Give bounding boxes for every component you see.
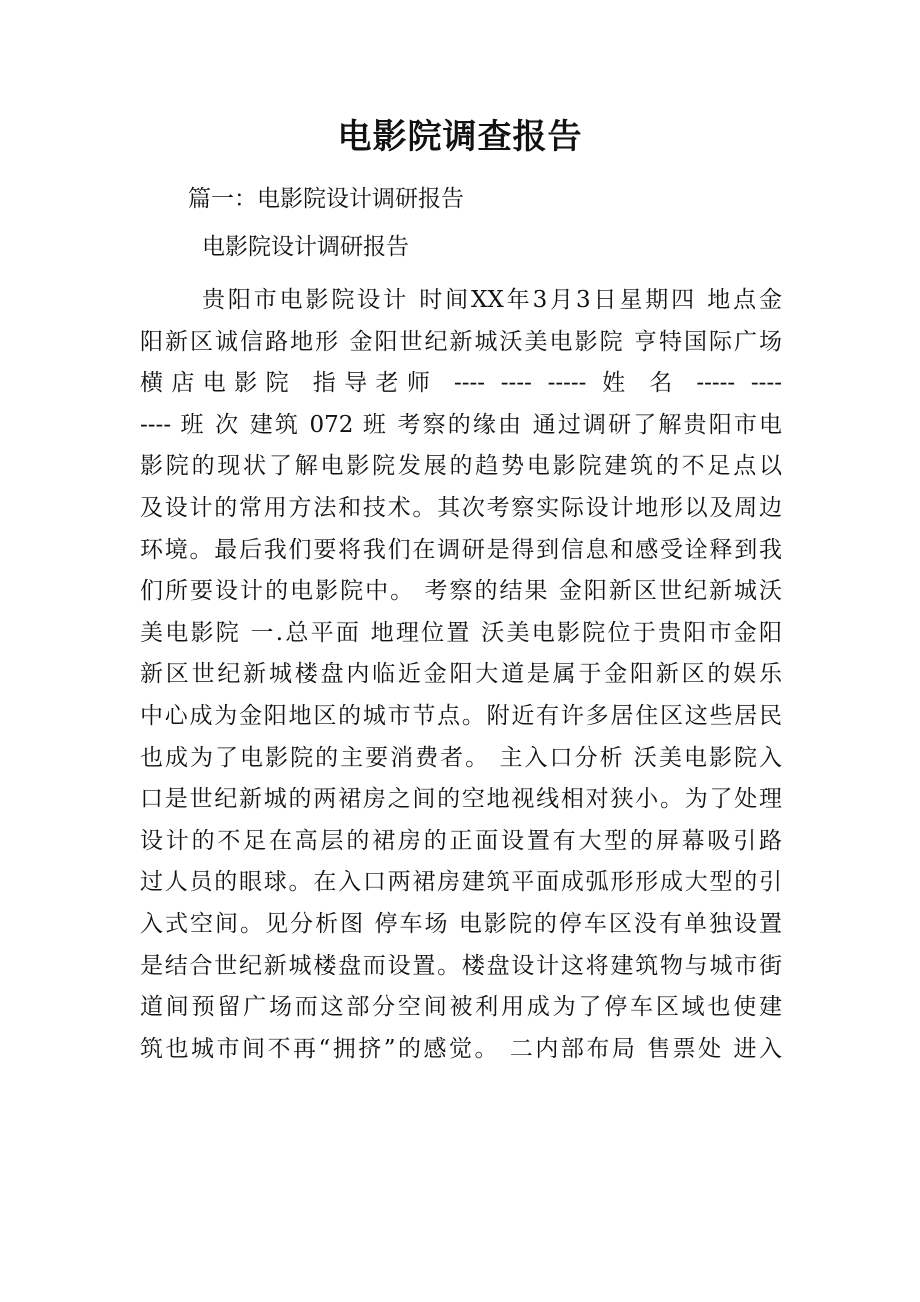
body-text (140, 280, 782, 1070)
body-line: 新区世纪新城楼盘内临近金阳大道是属于金阳新区的娱乐 (140, 661, 782, 688)
body-line: 口是世纪新城的两裙房之间的空地视线相对狭小。为了处理 (140, 786, 782, 813)
body-line: 环境。最后我们要将我们在调研是得到信息和感受诠释到我 (140, 536, 782, 563)
body-line: 中心成为金阳地区的城市节点。附近有许多居住区这些居民 (140, 702, 782, 729)
body-line: 及设计的常用方法和技术。其次考察实际设计地形以及周边 (140, 494, 782, 521)
body-line: 道间预留广场而这部分空间被利用成为了停车区域也使建 (140, 994, 782, 1021)
body-line: 入式空间。见分析图 停车场 电影院的停车区没有单独设置 (140, 910, 782, 937)
body-line: 过人员的眼球。在入口两裙房建筑平面成弧形形成大型的引 (140, 869, 782, 896)
body-line: 设计的不足在高层的裙房的正面设置有大型的屏幕吸引路 (140, 827, 782, 854)
body-line: 阳新区诚信路地形 金阳世纪新城沃美电影院 亨特国际广场 (140, 328, 782, 355)
body-line: 贵阳市电影院设计 时间XX年3月3日星期四 地点金 (202, 287, 782, 313)
body-line: 横店电影院 指导老师 ---- ---- ----- 姓 名 ----- ---- (140, 370, 782, 397)
body-line: 也成为了电影院的主要消费者。 主入口分析 沃美电影院入 (140, 744, 782, 771)
body-line: ---- 班 次 建筑 072 班 考察的缘由 通过调研了解贵阳市电 (140, 411, 782, 438)
body-line: 美电影院 一.总平面 地理位置 沃美电影院位于贵阳市金阳 (140, 619, 782, 646)
document-title: 电影院调查报告 (337, 117, 583, 157)
body-line: 是结合世纪新城楼盘而设置。楼盘设计这将建筑物与城市街 (140, 952, 782, 979)
body-line: 筑也城市间不再“拥挤”的感觉。 二内部布局 售票处 进入 (140, 1035, 782, 1062)
body-line: 们所要设计的电影院中。 考察的结果 金阳新区世纪新城沃 (140, 578, 782, 605)
body-line: 影院的现状了解电影院发展的趋势电影院建筑的不足点以 (140, 453, 782, 480)
report-heading: 电影院设计调研报告 (202, 234, 409, 260)
section-heading: 篇一：电影院设计调研报告 (188, 186, 464, 212)
